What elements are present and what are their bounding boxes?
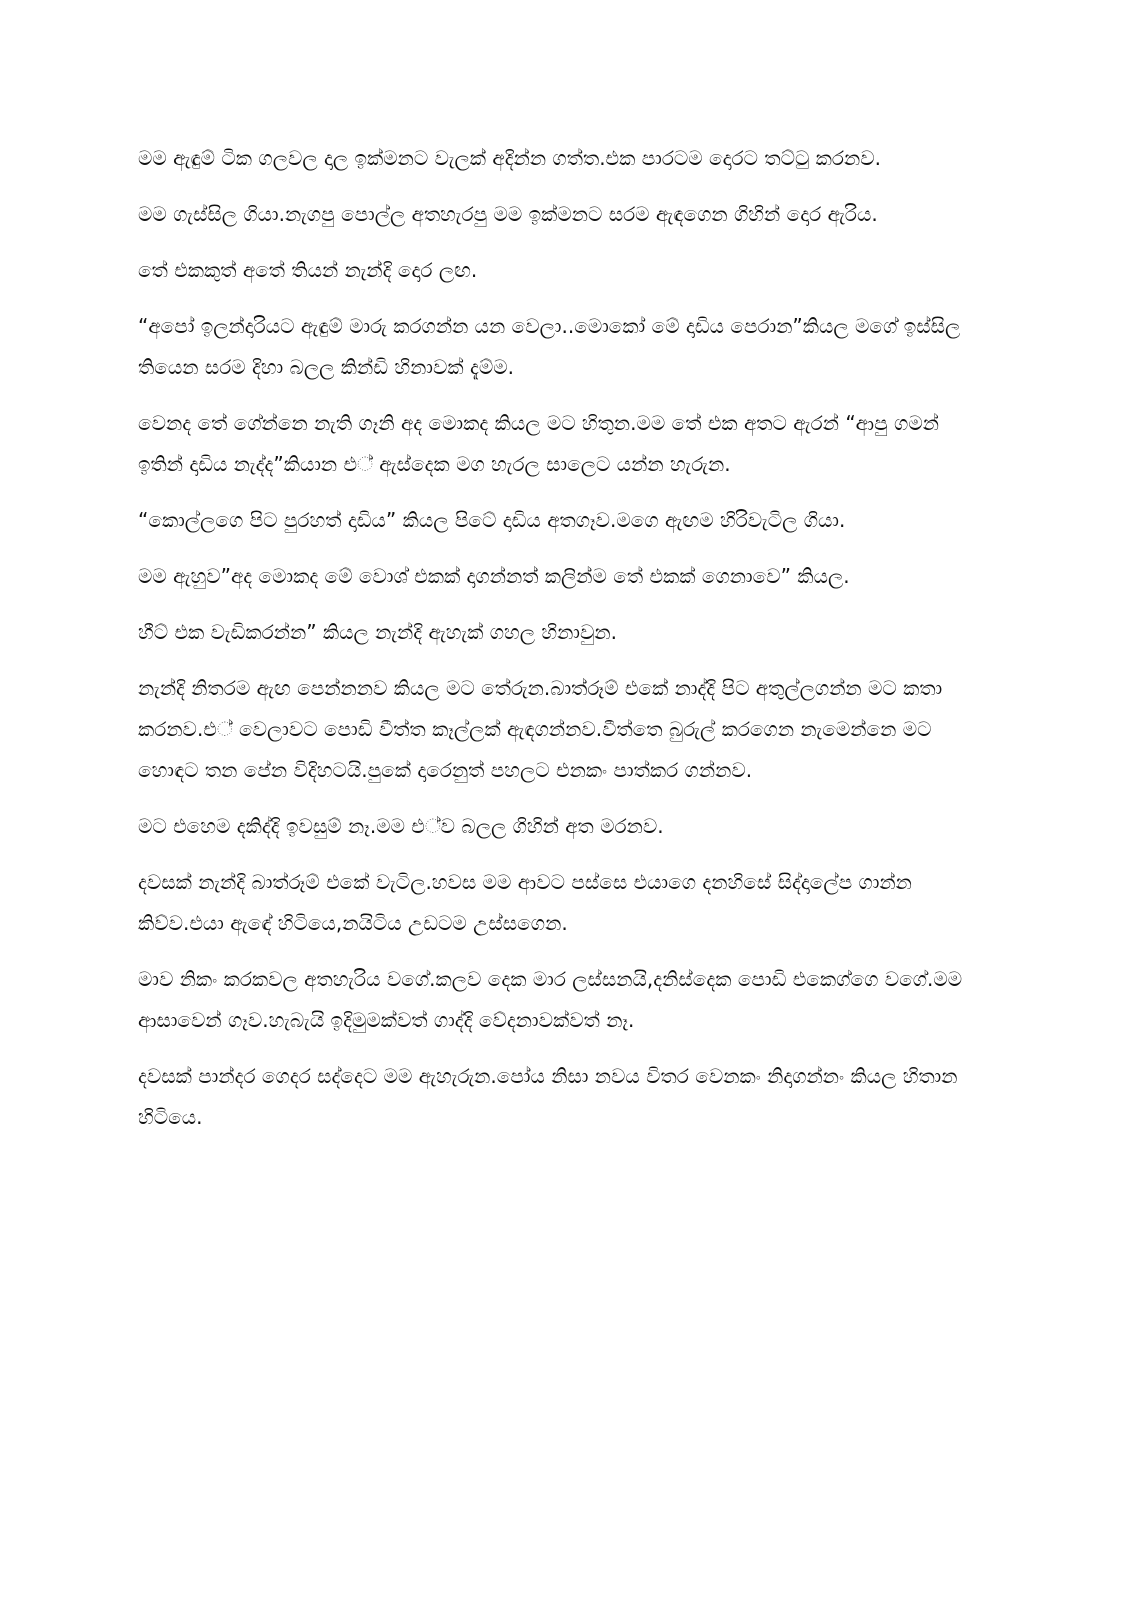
paragraph-6: “කොල්ලගෙ පිට පුරහත් දාඩිය” කියල පිටේ දාඩිය අතගෑව.මගෙ ඇඟම හිරිවැටිල ගියා. xyxy=(138,508,846,532)
paragraph-10: මට එහෙම දකිද්දි ඉවසුම් නෑ.මම එ්ව බලල ගිහින් අත මරනව. xyxy=(138,814,664,838)
paragraph-9: නැන්දි නිතරම ඇඟ පෙන්නනව කියල මට තේරුන.බාත්රූම් එකේ නාද්දි පිට අතුල්ලගන්න මට කතා කරනව.එ් වෙලාවට පොඩි වීත්ත කෑල්ලක් ඇඳගන්නව.වීත්තෙ බුරුල් කරගෙන නැමෙන්නෙ මට හොඳට තන පේන විදිහටයි.පුකේ දාරෙනුත් පහලට එනකං පාත්කර ගන්නව. xyxy=(138,676,943,782)
paragraph-13: දවසක් පාන්දර ගෙදර සද්දෙට මම ඇහැරුන.පෝය නිසා නවය විතර වෙනකං නිදාගන්නං කියල හිතාන හිටියෙ. xyxy=(138,1064,958,1129)
paragraph-11: දවසක් නැන්දි බාත්රූම් එකේ වැටිල.හවස මම ආවට පස්සෙ එයාගෙ දනහිසේ සිද්දාලේප ගාන්න කිව්ව.එයා ඇඳේ හිටියෙ,නයිටිය උඩටම උස්සගෙන. xyxy=(138,870,912,935)
paragraph-3: තේ එකකුත් අතේ තියන් නැන්දි දොර ලඟ. xyxy=(138,258,478,282)
paragraph-4: “අපෝ ඉලන්දාරියට ඇඳුම් මාරු කරගන්න යන වෙලා..මොකෝ මේ දාඩිය පෙරාන”කියල මගේ ඉස්සිල තියෙන සරම දිහා බලල කින්ඩි හිනාවක් දැම්ම. xyxy=(138,314,961,379)
paragraph-8: හීට් එක වැඩිකරන්න” කියල නැන්දි ඇහැක් ගහල හිනාවුන. xyxy=(138,620,617,644)
document-body xyxy=(138,138,986,1153)
paragraph-1: මම ඇඳුම් ටික ගලවල දාල ඉක්මනට වැලක් අදින්න ගත්ත.එක පාරටම දොරට තට්ටු කරනව. xyxy=(138,146,881,170)
paragraph-5: වෙනද තේ ගේන්නෙ නැති ගෑනි අද මොකද කියල මට හිතුන.මම තේ එක අතට ඇරන් “ආපු ගමන් ඉතින් දාඩිය නැද්ද”කියාන එ් ඇස්දෙක මග හැරල සාලෙට යන්න හැරුන. xyxy=(138,411,939,476)
paragraph-7: මම ඇහුව”අද මොකද මේ වොශ් එකක් දාගන්නත් කලින්ම තේ එකක් ගෙනාවෙ” කියල. xyxy=(138,564,850,588)
paragraph-2: මම ගැස්සිල ගියා.නැගපු පොල්ල අතහැරපු මම ඉක්මනට සරම ඇඳගෙන ගිහින් දොර ඇරිය. xyxy=(138,202,878,226)
paragraph-12: මාව නිකං කරකවල අතහැරිය වගේ.කලව දෙක මාර ලස්සනයි,දනිස්දෙක පොඩි එකෙග්ගෙ වගේ.මම ආසාවෙන් ගෑව.හැබැයි ඉදිමුමක්වත් ගාද්දි වේදනාවක්වත් නෑ. xyxy=(138,967,963,1032)
